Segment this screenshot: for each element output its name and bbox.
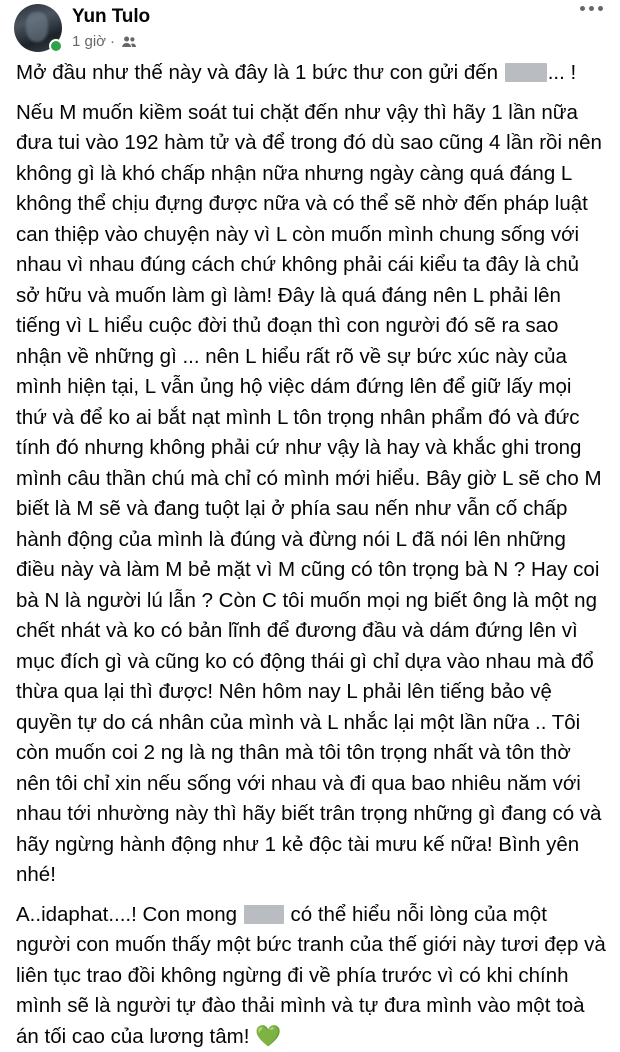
post-paragraph <box>16 58 606 89</box>
paragraph-text: ... ! <box>548 61 576 84</box>
post-timestamp[interactable]: 1 giờ <box>72 33 106 51</box>
paragraph-text: Nếu M muốn kiềm soát tui chặt đến như vậy thì hãy 1 lần nữa đưa tui vào 192 hàm tử và để trong đó dù sao cũng 4 lần rồi nên không gì là khó chấp nhận nữa nhưng ngày càng quá đáng L không thể chịu đựng được nữa và có thể sẽ nhờ đến pháp luật can thiệp vào chuyện này vì L còn muốn mình chung sống với nhau vì nhau đúng cách chứ không phải cái kiểu ta đây là chủ sở hữu và muốn làm gì làm! Đây là quá đáng nên L phải lên tiếng vì L hiểu cuộc đời thủ đoạn thì con người đó sẽ ra sao nhận về những gì ... nên L hiểu rất rõ về sự bức xúc này của mình hiện tại, L vẫn ủng hộ việc dám đứng lên để giữ lấy mọi thứ và để ko ai bắt nạt mình L tôn trọng nhân phẩm đó và đức tính đó nhưng không phải cứ như vậy là hay và khắc ghi trong mình câu thần chú mà chỉ có mình mới hiểu. Bây giờ L sẽ cho M biết là M sẽ và đang tuột lại ở phía sau nến như vẫn cố chấp hành động của mình là đúng và đừng nói L đã nói lên những điều này và làm M bẻ mặt vì M cũng có tôn trọng bà N ? Hay coi bà N là người lú lẫn ? Còn C tôi muốn mọi ng biết ông là một ng chết nhát và ko có bản lĩnh để đương đầu và dám đứng lên vì mục đích gì và cũng ko có động thái gì chỉ dựa vào nhau mà đổ thừa qua lại thì được! Nên hôm nay L phải lên tiếng bảo vệ quyền tự do cá nhân của mình và L nhắc lại một lần nữa .. Tôi còn muốn coi 2 ng là ng thân mà tôi tôn trọng nhất và tôn thờ nên tôi chỉ xin nếu sống với nhau và đi qua bao nhiêu năm với nhau tới nhường này thì hãy biết trân trọng những gì đang có và hãy ngừng hành động như 1 kẻ độc tài mưu kế nữa! Bình yên nhé! <box>16 101 602 887</box>
post-header-text <box>72 4 574 51</box>
meta-separator: · <box>110 33 115 51</box>
post-meta-row <box>72 33 574 51</box>
more-options-button[interactable] <box>574 4 608 32</box>
paragraph-text: có thể hiểu nỗi lòng của một người con muốn thấy một bức tranh của thế giới này tươi đẹp và liên tục trao đồi không ngừng đi về phía trước vì có khi chính mình sẽ là người tự đào thải mình và tự đưa mình vào một toà án tối cao của lương tâm! <box>16 903 606 1048</box>
green-heart-icon: 💚 <box>255 1025 281 1048</box>
post-header <box>0 0 620 56</box>
paragraph-text: A..idaphat....! Con mong <box>16 903 243 926</box>
paragraph-text: Mở đầu như thế này và đây là 1 bức thư con gửi đến <box>16 61 504 84</box>
avatar[interactable] <box>14 4 62 52</box>
friends-icon[interactable] <box>121 34 137 50</box>
more-options-icon <box>580 6 603 11</box>
post-paragraph <box>16 900 606 1052</box>
post-paragraph <box>16 98 606 891</box>
post-body <box>0 56 620 1052</box>
post-author-name[interactable]: Yun Tulo <box>72 6 574 28</box>
redacted-name <box>244 905 284 924</box>
online-status-dot <box>49 39 63 53</box>
redacted-name <box>505 63 547 82</box>
